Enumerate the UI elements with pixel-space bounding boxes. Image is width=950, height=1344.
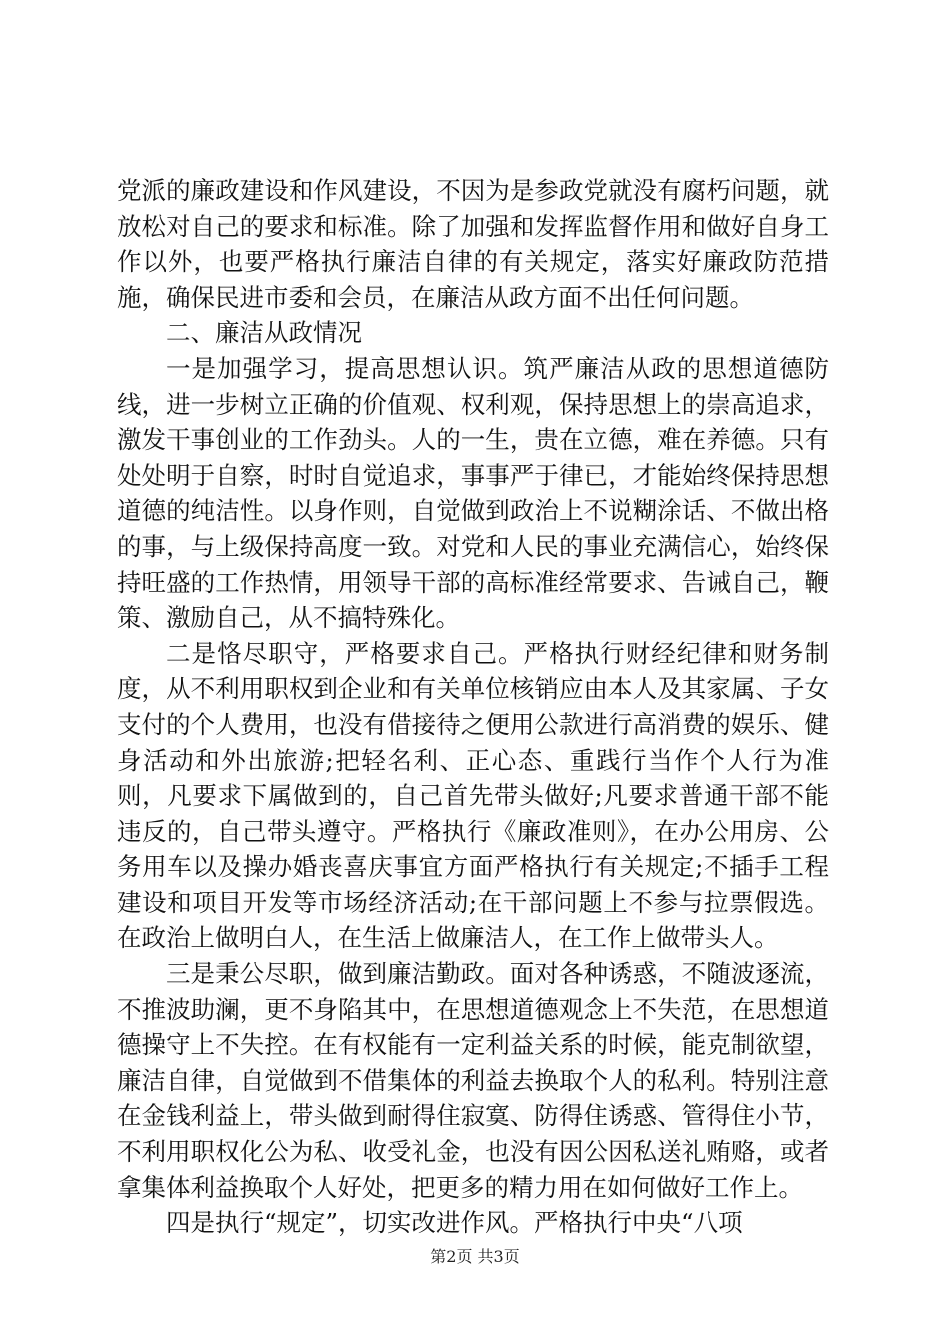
paragraph-point-four: 四是执行“规定”，切实改进作风。严格执行中央“八项 bbox=[166, 1208, 743, 1238]
page-number-footer: 第2页 共3页 bbox=[430, 1247, 520, 1266]
document-body bbox=[117, 173, 829, 1241]
paragraph-point-two: 二是恪尽职守，严格要求自己。严格执行财经纪律和财务制度，从不利用职权到企业和有关单位核销应由本人及其家属、子女支付的个人费用，也没有借接待之便用公款进行高消费的娱乐、健身活动和外出旅游;把轻名利、正心态、重践行当作个人行为准则，凡要求下属做到的，自己首先带头做好;凡要求普通干部不能违反的，自己带头遵守。严格执行《廉政准则》，在办公用房、公务用车以及操办婚丧喜庆事宜方面严格执行有关规定;不插手工程建设和项目开发等市场经济活动;在干部问题上不参与拉票假选。在政治上做明白人，在生活上做廉洁人，在工作上做带头人。 bbox=[117, 638, 829, 953]
paragraph-continuation: 党派的廉政建设和作风建设，不因为是参政党就没有腐朽问题，就放松对自己的要求和标准。除了加强和发挥监督作用和做好自身工作以外，也要严格执行廉洁自律的有关规定，落实好廉政防范措施，确保民进市委和会员，在廉洁从政方面不出任何问题。 bbox=[117, 176, 829, 312]
paragraph-point-three: 三是秉公尽职，做到廉洁勤政。面对各种诱惑，不随波逐流，不推波助澜，更不身陷其中，在思想道德观念上不失范，在思想道德操守上不失控。在有权能有一定利益关系的时候，能克制欲望，廉洁自律，自觉做到不借集体的利益去换取个人的私利。特别注意在金钱利益上，带头做到耐得住寂寞、防得住诱惑、管得住小节，不利用职权化公为私、收受礼金，也没有因公因私送礼贿赂，或者拿集体利益换取个人好处，把更多的精力用在如何做好工作上。 bbox=[117, 959, 829, 1202]
section-heading: 二、廉洁从政情况 bbox=[166, 318, 362, 348]
paragraph-point-one: 一是加强学习，提高思想认识。筑严廉洁从政的思想道德防线，进一步树立正确的价值观、权利观，保持思想上的崇高追求，激发干事创业的工作劲头。人的一生，贵在立德，难在养德。只有处处明于自察，时时自觉追求，事事严于律已，才能始终保持思想道德的纯洁性。以身作则，自觉做到政治上不说糊涂话、不做出格的事，与上级保持高度一致。对党和人民的事业充满信心，始终保持旺盛的工作热情，用领导干部的高标准经常要求、告诫自己，鞭策、激励自己，从不搞特殊化。 bbox=[117, 353, 829, 633]
